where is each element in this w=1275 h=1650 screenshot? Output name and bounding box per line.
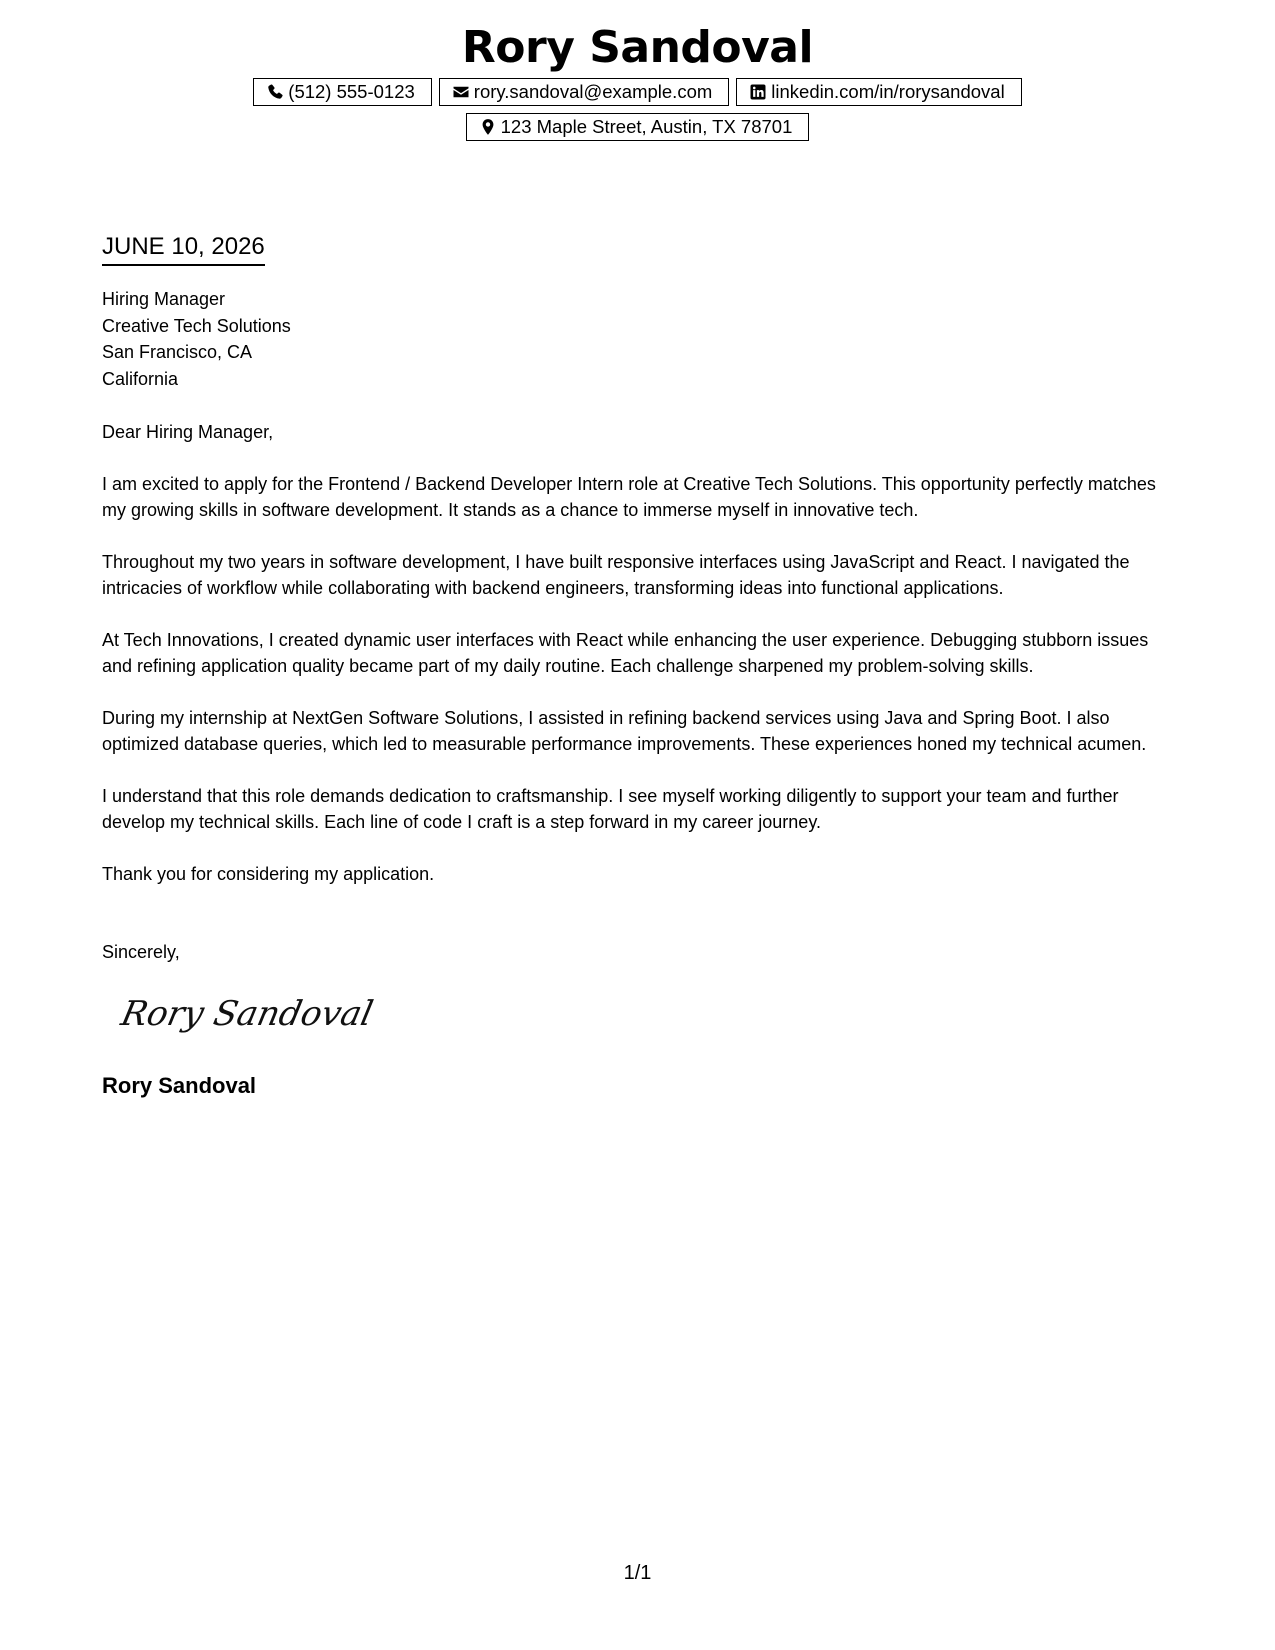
linkedin-text: linkedin.com/in/rorysandoval <box>771 81 1005 102</box>
recipient-company: Creative Tech Solutions <box>102 315 291 336</box>
recipient-block <box>102 286 1182 392</box>
contact-row-2 <box>0 113 1275 141</box>
body-paragraph: During my internship at NextGen Software Solutions, I assisted in refining backend services using Java and Spring Boot. I also optimized database queries, which led to measurable performance improvements. These experiences honed my technical acumen. <box>102 708 1147 754</box>
signer-name: Rory Sandoval <box>102 1073 257 1098</box>
address-contact <box>466 113 810 141</box>
page-number: 1/1 <box>623 1562 652 1584</box>
envelope-icon <box>452 83 470 101</box>
recipient-city: San Francisco, CA <box>102 342 253 362</box>
email-text: rory.sandoval@example.com <box>473 81 713 102</box>
recipient-state: California <box>102 368 179 389</box>
letter-header <box>0 18 1275 141</box>
salutation: Dear Hiring Manager, <box>102 422 274 442</box>
body-paragraph: Throughout my two years in software development, I have built responsive interfaces using JavaScript and React. I navigated the intricacies of workflow while collaborating with backend engineers, transforming ideas into functional applications. <box>102 552 1130 598</box>
signature-image <box>117 985 377 1045</box>
phone-icon <box>266 83 284 101</box>
signature-glyphs: Rory Sandoval <box>117 994 377 1034</box>
applicant-name: Rory Sandoval <box>461 22 814 73</box>
recipient-title: Hiring Manager <box>102 289 226 309</box>
letter-body <box>102 232 1182 1099</box>
body-paragraph: Thank you for considering my application. <box>102 864 435 884</box>
letter-date: JUNE 10, 2026 <box>102 232 265 266</box>
body-paragraph: At Tech Innovations, I created dynamic user interfaces with React while enhancing the user experience. Debugging stubborn issues and refining application quality became part of my daily routine. Each challenge sharpened my problem-solving skills. <box>102 630 1149 676</box>
linkedin-icon <box>749 83 767 101</box>
phone-text: (512) 555-0123 <box>288 81 415 102</box>
phone-contact <box>253 78 432 106</box>
body-paragraph: I am excited to apply for the Frontend / Backend Developer Intern role at Creative Tech Solutions. This opportunity perfectly matches my growing skills in software development. It stands as a chance to immerse myself in innovative tech. <box>102 474 1156 520</box>
linkedin-contact <box>736 78 1021 106</box>
contact-row-1 <box>0 78 1275 106</box>
address-text: 123 Maple Street, Austin, TX 78701 <box>500 116 793 137</box>
handwritten-signature <box>118 985 1182 1045</box>
email-contact <box>439 78 729 106</box>
closing: Sincerely, <box>102 942 180 962</box>
body-paragraph: I understand that this role demands dedication to craftsmanship. I see myself working diligently to support your team and further develop my technical skills. Each line of code I craft is a step forward in my career journey. <box>102 786 1119 832</box>
map-pin-icon <box>479 118 497 136</box>
